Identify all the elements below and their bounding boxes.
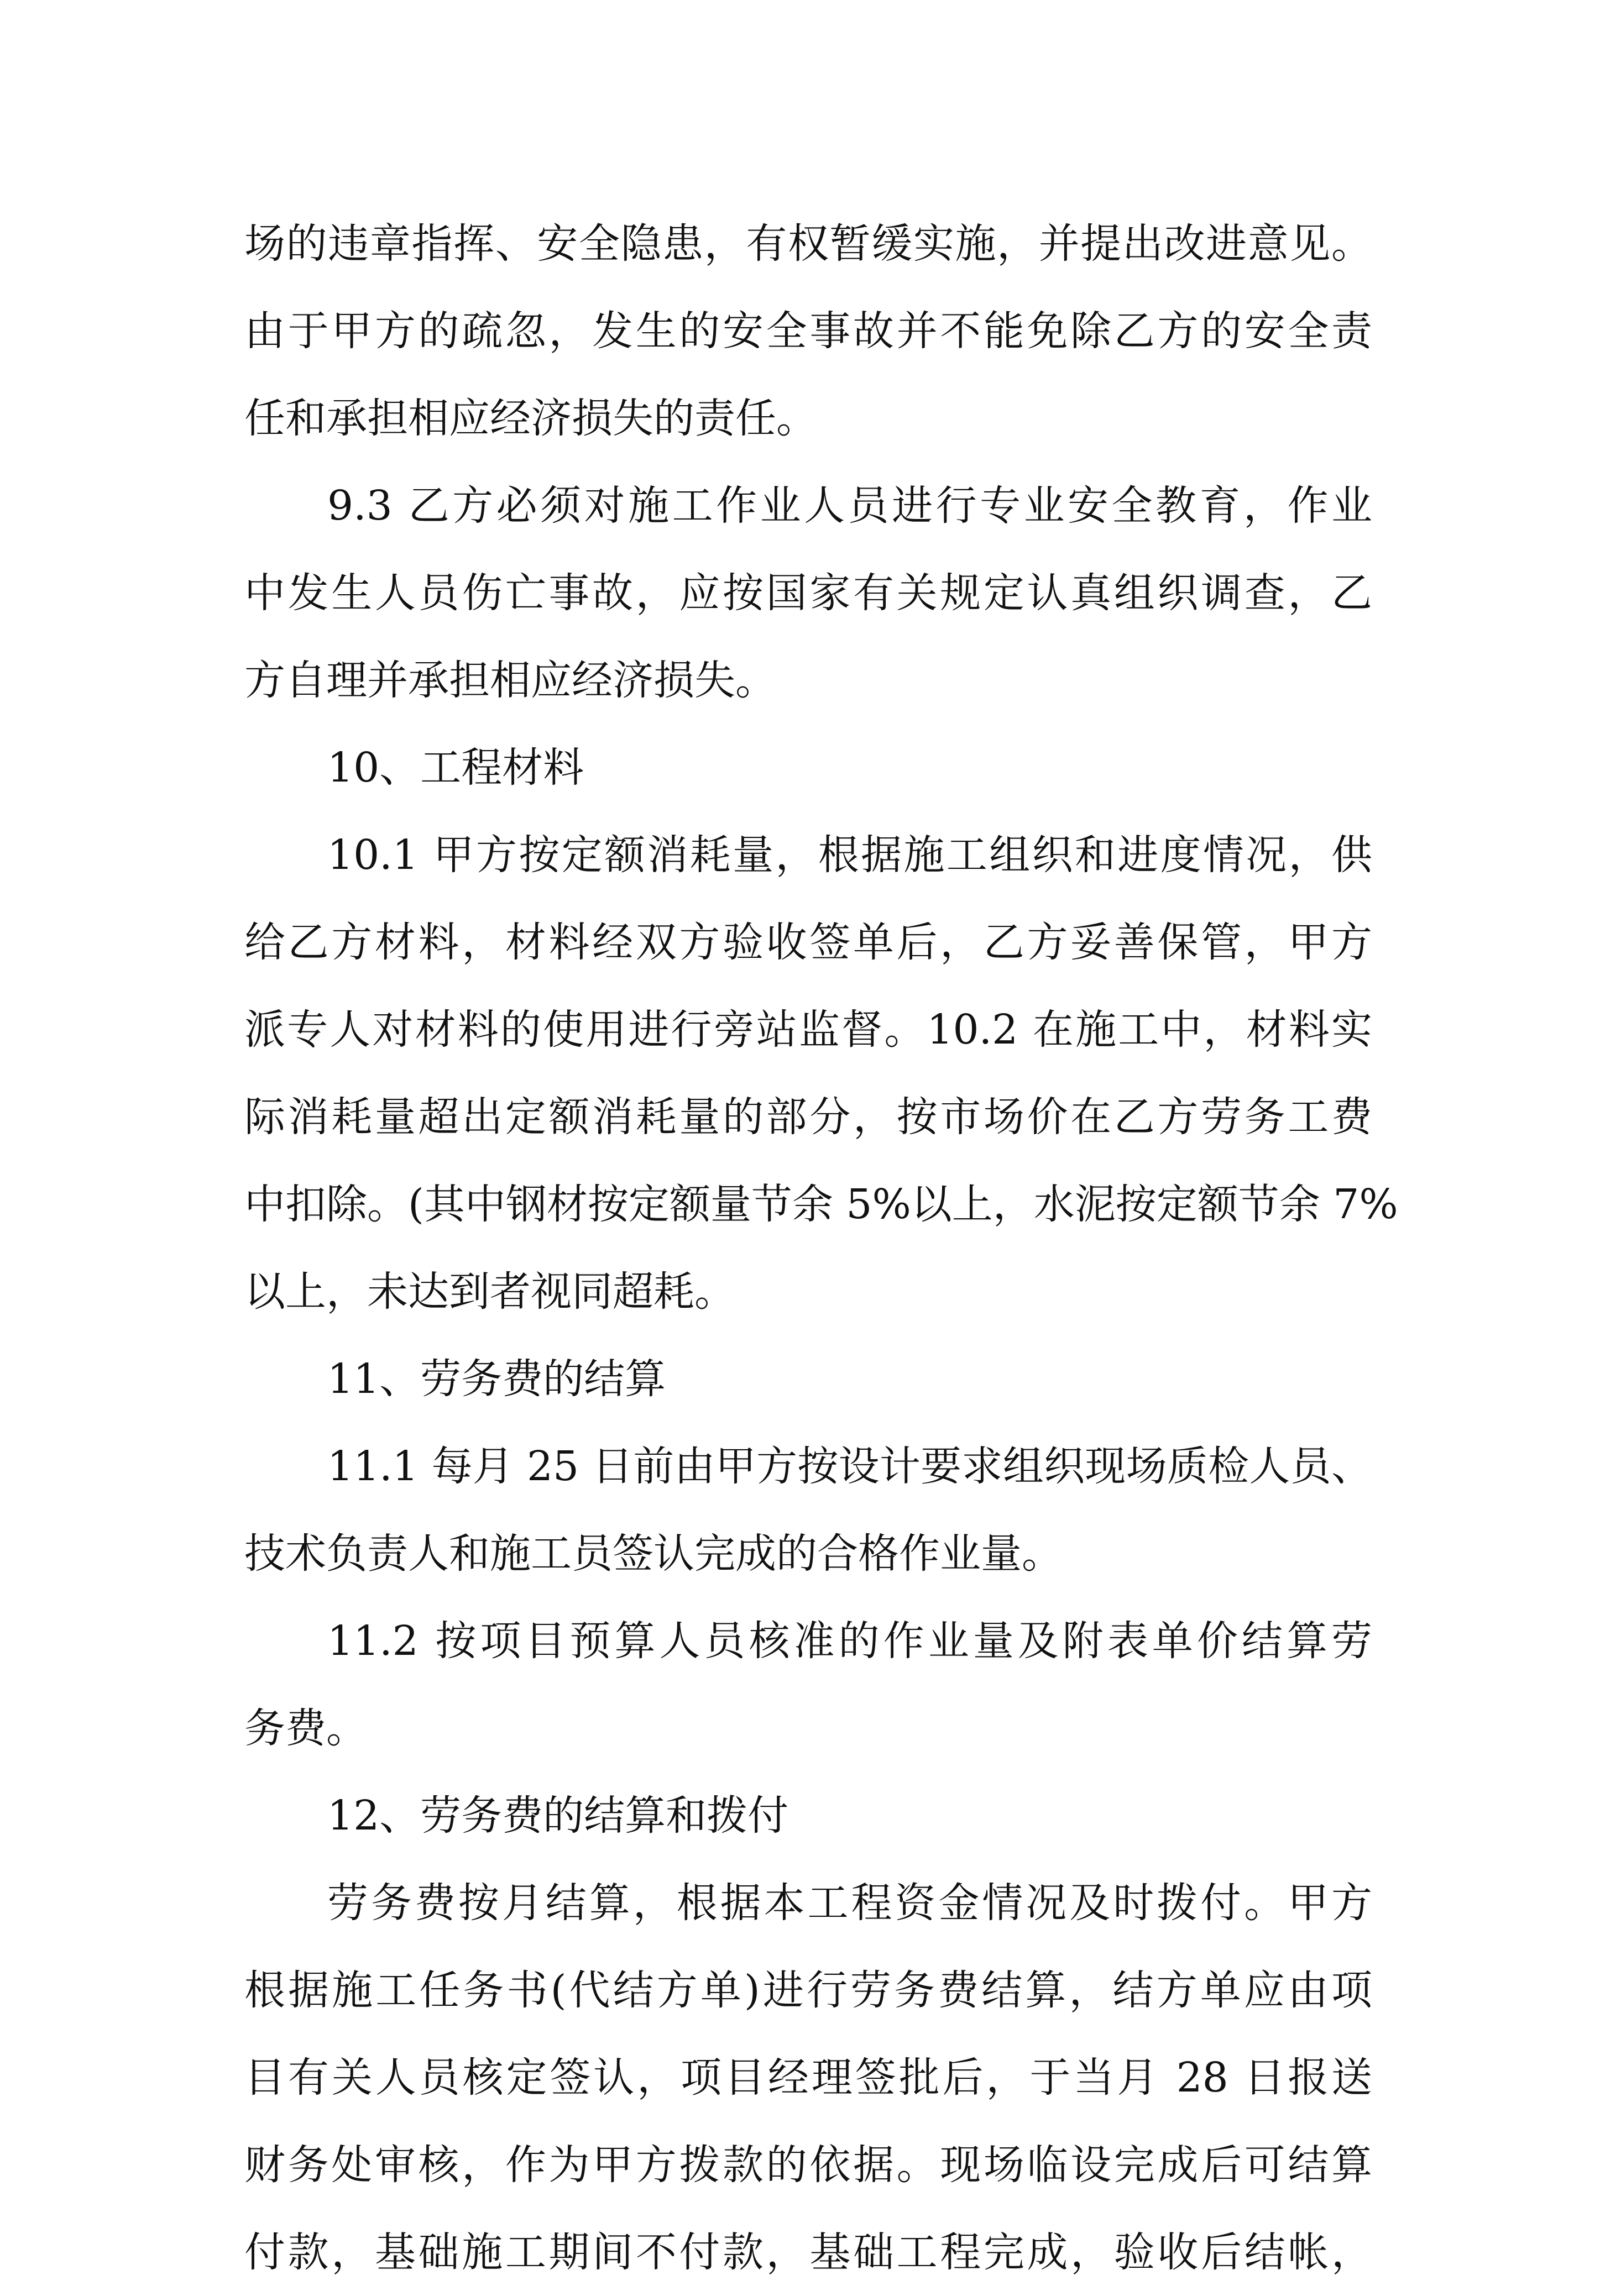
text-line: 派专人对材料的使用进行旁站监督。10.2 在施工中，材料实 <box>244 1006 1372 1053</box>
text-line: 劳务费按月结算，根据本工程资金情况及时拨付。甲方 <box>327 1879 1372 1927</box>
clause-11-1 <box>244 1423 1372 1597</box>
text-line: 际消耗量超出定额消耗量的部分，按市场价在乙方劳务工费 <box>244 1093 1372 1141</box>
section-heading: 11、劳务费的结算 <box>327 1355 666 1403</box>
text-line: 目有关人员核定签认，项目经理签批后，于当月 28 日报送 <box>244 2054 1372 2101</box>
text-line: 财务处审核，作为甲方拨款的依据。现场临设完成后可结算 <box>244 2141 1372 2189</box>
text-line: 场的违章指挥、安全隐患，有权暂缓实施，并提出改进意见。 <box>244 220 1372 268</box>
clause-11-2 <box>244 1597 1372 1772</box>
text-line: 10.1 甲方按定额消耗量，根据施工组织和进度情况，供 <box>327 831 1372 879</box>
paragraph-safety-supervision <box>244 200 1372 462</box>
text-line: 中扣除。(其中钢材按定额量节余 5%以上，水泥按定额节余 7% <box>244 1181 1398 1228</box>
text-line: 务费。 <box>244 1705 367 1752</box>
text-line: 任和承担相应经济损失的责任。 <box>244 395 817 442</box>
text-line: 根据施工任务书(代结方单)进行劳务费结算，结方单应由项 <box>244 1967 1372 2014</box>
text-line: 以上，未达到者视同超耗。 <box>244 1268 735 1315</box>
document-body <box>244 200 1398 2296</box>
paragraph-payment <box>244 1859 1372 2296</box>
clause-9-3 <box>244 462 1372 724</box>
text-line: 11.1 每月 25 日前由甲方按设计要求组织现场质检人员、 <box>327 1443 1372 1490</box>
section-heading: 12、劳务费的结算和拨付 <box>327 1792 789 1839</box>
text-line: 付款，基础施工期间不付款，基础工程完成，验收后结帐， <box>244 2229 1372 2276</box>
section-heading-12 <box>244 1772 1372 1859</box>
text-line: 技术负责人和施工员签认完成的合格作业量。 <box>244 1530 1063 1577</box>
text-line: 由于甲方的疏忽，发生的安全事故并不能免除乙方的安全责 <box>244 307 1372 355</box>
clause-10-1 <box>244 811 1398 1335</box>
text-line: 9.3 乙方必须对施工作业人员进行专业安全教育，作业 <box>327 482 1372 530</box>
section-heading-11 <box>244 1335 1372 1423</box>
section-heading: 10、工程材料 <box>327 744 584 791</box>
text-line: 11.2 按项目预算人员核准的作业量及附表单价结算劳 <box>327 1617 1372 1665</box>
section-heading-10 <box>244 724 1372 811</box>
text-line: 中发生人员伤亡事故，应按国家有关规定认真组织调查，乙 <box>244 569 1372 617</box>
text-line: 方自理并承担相应经济损失。 <box>244 657 776 704</box>
text-line: 给乙方材料，材料经双方验收签单后，乙方妥善保管，甲方 <box>244 919 1372 966</box>
